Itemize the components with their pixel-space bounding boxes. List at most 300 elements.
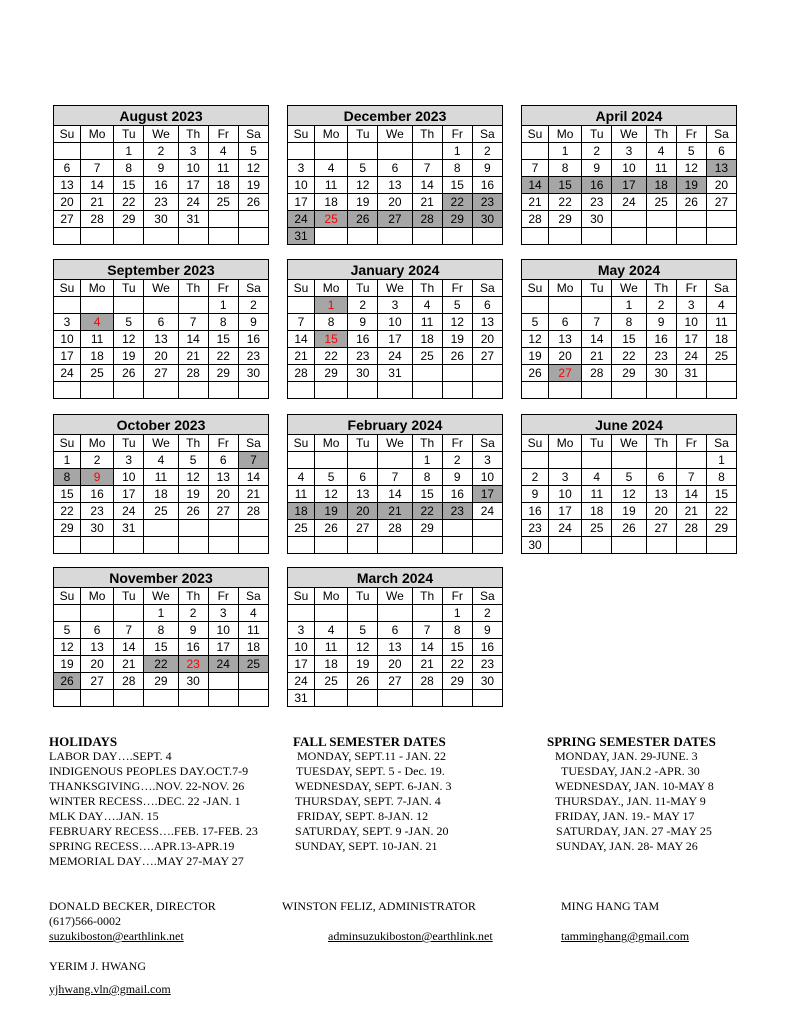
weekday-header: Su bbox=[54, 280, 81, 297]
day-cell: 2 bbox=[178, 605, 208, 622]
day-cell: 28 bbox=[288, 365, 315, 382]
day-cell: 14 bbox=[288, 331, 315, 348]
day-cell: 12 bbox=[114, 331, 144, 348]
day-cell: 26 bbox=[612, 520, 646, 537]
day-cell: 2 bbox=[522, 469, 549, 486]
spring-line: THURSDAY., JAN. 11-MAY 9 bbox=[555, 794, 706, 808]
empty-cell bbox=[378, 228, 412, 245]
day-cell: 22 bbox=[114, 194, 144, 211]
day-cell: 20 bbox=[54, 194, 81, 211]
day-cell: 19 bbox=[348, 194, 378, 211]
month-title: August 2023 bbox=[54, 106, 269, 126]
day-cell: 13 bbox=[706, 160, 736, 177]
day-cell: 19 bbox=[178, 486, 208, 503]
empty-cell bbox=[412, 228, 442, 245]
empty-cell bbox=[442, 520, 472, 537]
empty-cell bbox=[114, 382, 144, 399]
empty-cell bbox=[81, 382, 114, 399]
empty-cell bbox=[315, 537, 348, 554]
day-cell: 2 bbox=[472, 143, 502, 160]
empty-cell bbox=[378, 143, 412, 160]
day-cell: 29 bbox=[54, 520, 81, 537]
weekday-header: Sa bbox=[238, 280, 268, 297]
weekday-header: Fr bbox=[442, 435, 472, 452]
empty-cell bbox=[522, 228, 549, 245]
empty-cell bbox=[548, 297, 581, 314]
day-cell: 14 bbox=[81, 177, 114, 194]
day-cell: 19 bbox=[522, 348, 549, 365]
empty-cell bbox=[178, 382, 208, 399]
staff-name-2: YERIM J. HWANG bbox=[49, 959, 146, 973]
weekday-header: Fr bbox=[442, 588, 472, 605]
day-cell: 12 bbox=[612, 486, 646, 503]
empty-cell bbox=[378, 382, 412, 399]
day-cell: 14 bbox=[412, 639, 442, 656]
day-cell: 7 bbox=[676, 469, 706, 486]
weekday-header: Mo bbox=[81, 280, 114, 297]
day-cell: 29 bbox=[549, 211, 582, 228]
empty-cell bbox=[646, 382, 676, 399]
day-cell: 7 bbox=[378, 469, 412, 486]
day-cell: 1 bbox=[114, 143, 144, 160]
day-cell: 25 bbox=[81, 365, 114, 382]
day-cell: 3 bbox=[472, 452, 502, 469]
weekday-header: Th bbox=[178, 588, 208, 605]
month-title: January 2024 bbox=[288, 260, 503, 280]
day-cell: 18 bbox=[582, 503, 612, 520]
weekday-header: Sa bbox=[472, 588, 502, 605]
spring-semester-title: SPRING SEMESTER DATES bbox=[547, 734, 716, 749]
day-cell: 30 bbox=[238, 365, 268, 382]
day-cell: 21 bbox=[114, 656, 144, 673]
day-cell: 11 bbox=[81, 331, 114, 348]
empty-cell bbox=[412, 605, 442, 622]
empty-cell bbox=[54, 228, 81, 245]
day-cell: 20 bbox=[208, 486, 238, 503]
day-cell: 16 bbox=[81, 486, 114, 503]
day-cell: 1 bbox=[442, 605, 472, 622]
empty-cell bbox=[548, 382, 581, 399]
weekday-header: We bbox=[144, 280, 178, 297]
empty-cell bbox=[612, 228, 646, 245]
day-cell: 17 bbox=[178, 177, 208, 194]
day-cell: 16 bbox=[472, 639, 502, 656]
calendar-month bbox=[287, 414, 503, 554]
day-cell: 26 bbox=[442, 348, 472, 365]
day-cell: 2 bbox=[348, 297, 378, 314]
day-cell: 9 bbox=[472, 622, 502, 639]
day-cell: 12 bbox=[676, 160, 706, 177]
day-cell: 26 bbox=[348, 673, 378, 690]
day-cell: 31 bbox=[288, 690, 315, 707]
day-cell: 5 bbox=[348, 160, 378, 177]
day-cell: 11 bbox=[582, 486, 612, 503]
calendar-month bbox=[521, 259, 737, 399]
weekday-header: Su bbox=[288, 435, 315, 452]
day-cell: 30 bbox=[472, 673, 502, 690]
empty-cell bbox=[412, 365, 442, 382]
empty-cell bbox=[54, 382, 81, 399]
day-cell: 5 bbox=[54, 622, 81, 639]
calendar-month bbox=[53, 567, 269, 707]
weekday-header: Mo bbox=[315, 435, 348, 452]
day-cell: 21 bbox=[522, 194, 549, 211]
day-cell: 5 bbox=[114, 314, 144, 331]
day-cell: 25 bbox=[706, 348, 736, 365]
weekday-header: Th bbox=[178, 280, 208, 297]
day-cell: 8 bbox=[208, 314, 238, 331]
day-cell: 10 bbox=[549, 486, 582, 503]
day-cell: 27 bbox=[208, 503, 238, 520]
month-title: June 2024 bbox=[522, 415, 737, 435]
day-cell: 8 bbox=[442, 622, 472, 639]
empty-cell bbox=[549, 452, 582, 469]
day-cell: 25 bbox=[314, 673, 347, 690]
day-cell: 16 bbox=[646, 331, 676, 348]
day-cell: 23 bbox=[442, 503, 472, 520]
empty-cell bbox=[208, 520, 238, 537]
day-cell: 30 bbox=[472, 211, 502, 228]
day-cell: 11 bbox=[238, 622, 268, 639]
empty-cell bbox=[706, 211, 736, 228]
day-cell: 6 bbox=[348, 469, 378, 486]
empty-cell bbox=[612, 382, 646, 399]
calendar-month bbox=[53, 259, 269, 399]
empty-cell bbox=[412, 143, 442, 160]
day-cell: 11 bbox=[144, 469, 178, 486]
day-cell: 19 bbox=[315, 503, 348, 520]
empty-cell bbox=[646, 537, 676, 554]
holiday-line: SPRING RECESS….APR.13-APR.19 bbox=[49, 839, 235, 853]
day-cell: 5 bbox=[238, 143, 268, 160]
empty-cell bbox=[288, 297, 315, 314]
empty-cell bbox=[442, 537, 472, 554]
empty-cell bbox=[412, 382, 442, 399]
day-cell: 8 bbox=[442, 160, 472, 177]
empty-cell bbox=[676, 452, 706, 469]
weekday-header: Fr bbox=[676, 126, 706, 143]
day-cell: 8 bbox=[612, 314, 646, 331]
weekday-header: We bbox=[378, 588, 412, 605]
day-cell: 29 bbox=[612, 365, 646, 382]
day-cell: 1 bbox=[706, 452, 736, 469]
day-cell: 23 bbox=[238, 348, 268, 365]
empty-cell bbox=[549, 228, 582, 245]
empty-cell bbox=[472, 228, 502, 245]
day-cell: 16 bbox=[472, 177, 502, 194]
empty-cell bbox=[178, 537, 208, 554]
day-cell: 12 bbox=[442, 314, 472, 331]
day-cell: 21 bbox=[238, 486, 268, 503]
day-cell: 7 bbox=[412, 160, 442, 177]
weekday-header: Fr bbox=[208, 588, 238, 605]
day-cell: 7 bbox=[288, 314, 315, 331]
day-cell: 12 bbox=[348, 177, 378, 194]
day-cell: 9 bbox=[81, 469, 114, 486]
day-cell: 7 bbox=[522, 160, 549, 177]
day-cell: 28 bbox=[238, 503, 268, 520]
empty-cell bbox=[676, 211, 706, 228]
empty-cell bbox=[348, 537, 378, 554]
month-title: October 2023 bbox=[54, 415, 269, 435]
day-cell: 18 bbox=[144, 486, 178, 503]
weekday-header: Th bbox=[412, 435, 442, 452]
day-cell: 3 bbox=[178, 143, 208, 160]
day-cell: 26 bbox=[238, 194, 268, 211]
weekday-header: Fr bbox=[676, 435, 706, 452]
day-cell: 24 bbox=[549, 520, 582, 537]
day-cell: 13 bbox=[208, 469, 238, 486]
day-cell: 11 bbox=[314, 177, 347, 194]
day-cell: 30 bbox=[646, 365, 676, 382]
empty-cell bbox=[144, 520, 178, 537]
day-cell: 18 bbox=[208, 177, 238, 194]
day-cell: 3 bbox=[378, 297, 412, 314]
day-cell: 27 bbox=[54, 211, 81, 228]
day-cell: 18 bbox=[646, 177, 676, 194]
day-cell: 20 bbox=[472, 331, 502, 348]
calendar-month bbox=[521, 105, 737, 245]
day-cell: 28 bbox=[178, 365, 208, 382]
day-cell: 3 bbox=[114, 452, 144, 469]
day-cell: 2 bbox=[144, 143, 178, 160]
day-cell: 20 bbox=[548, 348, 581, 365]
day-cell: 9 bbox=[144, 160, 178, 177]
day-cell: 20 bbox=[378, 194, 412, 211]
holidays-title: HOLIDAYS bbox=[49, 734, 118, 749]
staff-email-link-2[interactable]: yjhwang.vln@gmail.com bbox=[49, 982, 171, 996]
day-cell: 4 bbox=[412, 297, 442, 314]
day-cell: 29 bbox=[144, 673, 178, 690]
day-cell: 16 bbox=[144, 177, 178, 194]
empty-cell bbox=[81, 228, 114, 245]
weekday-header: Sa bbox=[472, 280, 502, 297]
day-cell: 4 bbox=[81, 314, 114, 331]
day-cell: 30 bbox=[81, 520, 114, 537]
day-cell: 8 bbox=[412, 469, 442, 486]
day-cell: 7 bbox=[81, 160, 114, 177]
day-cell: 18 bbox=[81, 348, 114, 365]
day-cell: 12 bbox=[238, 160, 268, 177]
day-cell: 10 bbox=[676, 314, 706, 331]
day-cell: 11 bbox=[208, 160, 238, 177]
empty-cell bbox=[582, 452, 612, 469]
day-cell: 17 bbox=[378, 331, 412, 348]
day-cell: 26 bbox=[178, 503, 208, 520]
day-cell: 1 bbox=[54, 452, 81, 469]
empty-cell bbox=[706, 382, 736, 399]
administrator-email-link[interactable]: adminsuzukiboston@earthlink.net bbox=[328, 929, 493, 943]
day-cell: 26 bbox=[315, 520, 348, 537]
empty-cell bbox=[646, 228, 676, 245]
day-cell: 23 bbox=[582, 194, 612, 211]
day-cell: 12 bbox=[522, 331, 549, 348]
day-cell: 10 bbox=[472, 469, 502, 486]
weekday-header: Th bbox=[412, 126, 442, 143]
day-cell: 16 bbox=[178, 639, 208, 656]
weekday-header: Fr bbox=[208, 280, 238, 297]
day-cell: 19 bbox=[54, 656, 81, 673]
weekday-header: Sa bbox=[238, 126, 268, 143]
empty-cell bbox=[412, 537, 442, 554]
empty-cell bbox=[81, 143, 114, 160]
empty-cell bbox=[208, 211, 238, 228]
empty-cell bbox=[442, 382, 472, 399]
empty-cell bbox=[378, 690, 412, 707]
empty-cell bbox=[612, 452, 646, 469]
weekday-header: Tu bbox=[348, 280, 378, 297]
empty-cell bbox=[208, 537, 238, 554]
fall-line: FRIDAY, SEPT. 8-JAN. 12 bbox=[297, 809, 429, 823]
day-cell: 4 bbox=[288, 469, 315, 486]
day-cell: 22 bbox=[412, 503, 442, 520]
day-cell: 15 bbox=[208, 331, 238, 348]
day-cell: 24 bbox=[472, 503, 502, 520]
empty-cell bbox=[114, 537, 144, 554]
day-cell: 6 bbox=[378, 160, 412, 177]
day-cell: 23 bbox=[178, 656, 208, 673]
empty-cell bbox=[442, 365, 472, 382]
spring-line: SUNDAY, JAN. 28- MAY 26 bbox=[556, 839, 698, 853]
day-cell: 30 bbox=[178, 673, 208, 690]
day-cell: 8 bbox=[54, 469, 81, 486]
day-cell: 24 bbox=[54, 365, 81, 382]
day-cell: 10 bbox=[288, 639, 315, 656]
day-cell: 10 bbox=[178, 160, 208, 177]
day-cell: 19 bbox=[612, 503, 646, 520]
day-cell: 16 bbox=[442, 486, 472, 503]
day-cell: 5 bbox=[612, 469, 646, 486]
empty-cell bbox=[114, 605, 144, 622]
day-cell: 9 bbox=[442, 469, 472, 486]
day-cell: 19 bbox=[238, 177, 268, 194]
day-cell: 13 bbox=[472, 314, 502, 331]
day-cell: 10 bbox=[288, 177, 315, 194]
empty-cell bbox=[238, 673, 268, 690]
day-cell: 12 bbox=[348, 639, 378, 656]
empty-cell bbox=[314, 228, 347, 245]
day-cell: 21 bbox=[412, 194, 442, 211]
holiday-line: INDIGENOUS PEOPLES DAY.OCT.7-9 bbox=[49, 764, 249, 778]
director-phone: (617)566-0002 bbox=[49, 914, 121, 928]
weekday-header: Sa bbox=[238, 588, 268, 605]
weekday-header: Su bbox=[54, 588, 81, 605]
empty-cell bbox=[288, 452, 315, 469]
day-cell: 6 bbox=[646, 469, 676, 486]
day-cell: 21 bbox=[582, 348, 612, 365]
month-title: March 2024 bbox=[288, 568, 503, 588]
empty-cell bbox=[238, 211, 268, 228]
weekday-header: We bbox=[144, 588, 178, 605]
empty-cell bbox=[288, 605, 315, 622]
day-cell: 1 bbox=[549, 143, 582, 160]
holiday-line: MEMORIAL DAY….MAY 27-MAY 27 bbox=[49, 854, 244, 868]
day-cell: 28 bbox=[81, 211, 114, 228]
weekday-header: Mo bbox=[549, 435, 582, 452]
empty-cell bbox=[348, 605, 378, 622]
empty-cell bbox=[472, 520, 502, 537]
month-title: December 2023 bbox=[288, 106, 503, 126]
director-email-link[interactable]: suzukiboston@earthlink.net bbox=[49, 929, 184, 943]
day-cell: 30 bbox=[144, 211, 178, 228]
day-cell: 17 bbox=[54, 348, 81, 365]
day-cell: 13 bbox=[54, 177, 81, 194]
month-title: May 2024 bbox=[522, 260, 737, 280]
empty-cell bbox=[472, 690, 502, 707]
empty-cell bbox=[238, 690, 268, 707]
day-cell: 8 bbox=[144, 622, 178, 639]
holiday-line: THANKSGIVING….NOV. 22-NOV. 26 bbox=[49, 779, 245, 793]
staff-name: MING HANG TAM bbox=[561, 899, 660, 913]
day-cell: 26 bbox=[54, 673, 81, 690]
day-cell: 3 bbox=[612, 143, 646, 160]
holiday-line: LABOR DAY….SEPT. 4 bbox=[49, 749, 172, 763]
empty-cell bbox=[348, 143, 378, 160]
staff-email-link[interactable]: tamminghang@gmail.com bbox=[561, 929, 690, 943]
empty-cell bbox=[442, 228, 472, 245]
day-cell: 31 bbox=[676, 365, 706, 382]
empty-cell bbox=[646, 211, 676, 228]
day-cell: 21 bbox=[288, 348, 315, 365]
day-cell: 27 bbox=[144, 365, 178, 382]
day-cell: 15 bbox=[442, 639, 472, 656]
day-cell: 15 bbox=[144, 639, 178, 656]
spring-line: SATURDAY, JAN. 27 -MAY 25 bbox=[556, 824, 712, 838]
empty-cell bbox=[178, 228, 208, 245]
month-title: April 2024 bbox=[522, 106, 737, 126]
day-cell: 4 bbox=[582, 469, 612, 486]
day-cell: 13 bbox=[548, 331, 581, 348]
day-cell: 13 bbox=[144, 331, 178, 348]
day-cell: 20 bbox=[80, 656, 113, 673]
weekday-header: Fr bbox=[442, 126, 472, 143]
empty-cell bbox=[315, 452, 348, 469]
day-cell: 31 bbox=[378, 365, 412, 382]
day-cell: 4 bbox=[208, 143, 238, 160]
empty-cell bbox=[314, 382, 347, 399]
weekday-header: Tu bbox=[114, 126, 144, 143]
day-cell: 10 bbox=[114, 469, 144, 486]
calendar-month bbox=[287, 567, 503, 707]
day-cell: 5 bbox=[315, 469, 348, 486]
empty-cell bbox=[54, 690, 81, 707]
empty-cell bbox=[676, 228, 706, 245]
empty-cell bbox=[378, 605, 412, 622]
day-cell: 7 bbox=[238, 452, 268, 469]
empty-cell bbox=[706, 537, 736, 554]
day-cell: 19 bbox=[348, 656, 378, 673]
holiday-line: WINTER RECESS….DEC. 22 -JAN. 1 bbox=[49, 794, 241, 808]
day-cell: 3 bbox=[54, 314, 81, 331]
weekday-header: We bbox=[144, 435, 178, 452]
day-cell: 25 bbox=[208, 194, 238, 211]
day-cell: 16 bbox=[522, 503, 549, 520]
day-cell: 19 bbox=[114, 348, 144, 365]
day-cell: 6 bbox=[706, 143, 736, 160]
fall-line: SATURDAY, SEPT. 9 -JAN. 20 bbox=[295, 824, 449, 838]
day-cell: 3 bbox=[208, 605, 238, 622]
weekday-header: Tu bbox=[348, 126, 378, 143]
day-cell: 7 bbox=[412, 622, 442, 639]
empty-cell bbox=[238, 537, 268, 554]
day-cell: 30 bbox=[522, 537, 549, 554]
day-cell: 2 bbox=[582, 143, 612, 160]
day-cell: 11 bbox=[288, 486, 315, 503]
day-cell: 25 bbox=[582, 520, 612, 537]
weekday-header: Sa bbox=[472, 126, 502, 143]
day-cell: 3 bbox=[549, 469, 582, 486]
weekday-header: Fr bbox=[208, 126, 238, 143]
